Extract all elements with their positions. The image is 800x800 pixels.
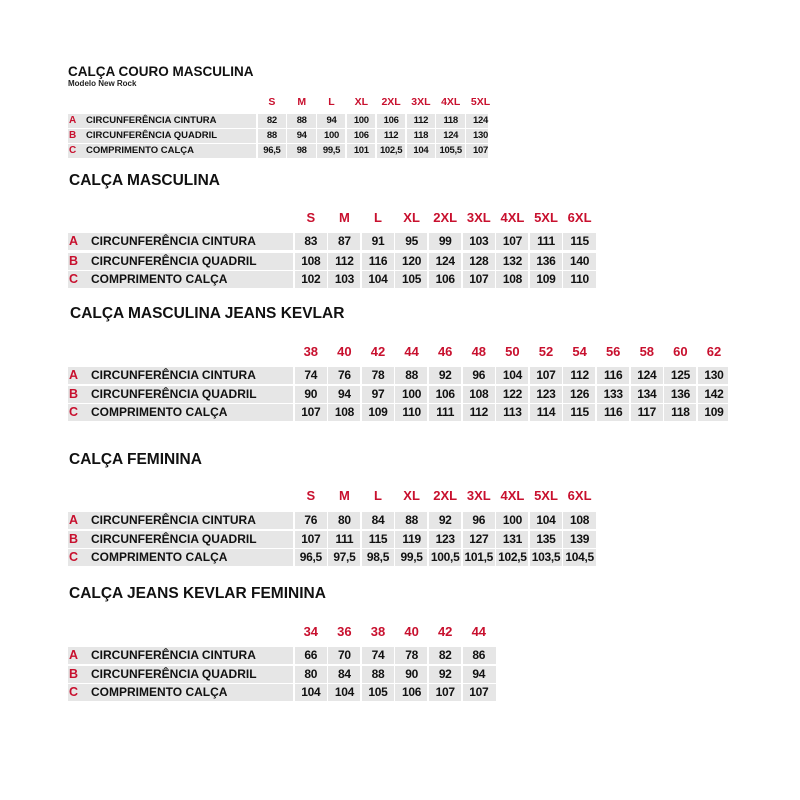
table-cell: 92	[438, 513, 452, 527]
table-cell: 100	[402, 387, 422, 401]
table-cell: 99,5	[400, 550, 423, 564]
table-cell: 115	[368, 532, 388, 546]
size-header: 36	[337, 624, 352, 639]
table-cell: 108	[502, 272, 522, 286]
table-cell: 96,5	[263, 145, 281, 156]
table-cell: 123	[435, 532, 455, 546]
table-cell: 109	[368, 405, 388, 419]
row-label: CIRCUNFERÊNCIA QUADRIL	[91, 387, 257, 401]
size-header: 2XL	[433, 488, 458, 503]
size-header: S	[306, 488, 316, 503]
table-cell: 128	[469, 254, 489, 268]
size-header: 48	[471, 344, 487, 359]
table-cell: 111	[335, 532, 354, 546]
table-cell: 130	[704, 368, 724, 382]
row-letter: B	[69, 532, 79, 546]
size-header: S	[268, 96, 276, 108]
table-cell: 116	[368, 254, 388, 268]
table-cell: 102,5	[379, 145, 403, 156]
table-cell: 107	[469, 685, 489, 699]
size-header: 2XL	[433, 210, 458, 225]
table-cell: 106	[383, 115, 399, 126]
size-header: 56	[605, 344, 621, 359]
size-header: 34	[303, 624, 319, 639]
table-cell: 104,5	[565, 550, 594, 564]
table-cell: 107	[536, 368, 556, 382]
table-cell: 109	[704, 405, 724, 419]
table-cell: 103	[334, 272, 354, 286]
table-cell: 118	[413, 130, 429, 141]
row-letter: C	[69, 272, 79, 286]
table-cell: 107	[301, 532, 321, 546]
size-header: 4XL	[500, 488, 525, 503]
table-cell: 96	[472, 513, 486, 527]
size-header: 60	[673, 344, 688, 359]
table-cell: 115	[570, 234, 589, 248]
table-cell: 134	[637, 387, 657, 401]
table-cell: 106	[353, 130, 369, 141]
table-cell: 104	[368, 272, 388, 286]
section-title: CALÇA FEMININA	[69, 451, 202, 468]
row-letter: A	[69, 368, 79, 382]
table-cell: 106	[435, 387, 455, 401]
table-cell: 74	[304, 368, 318, 382]
table-cell: 76	[338, 368, 351, 382]
size-header: 46	[437, 344, 453, 359]
table-cell: 112	[413, 115, 429, 126]
size-header: 52	[538, 344, 554, 359]
table-cell: 142	[704, 387, 724, 401]
table-cell: 140	[570, 254, 590, 268]
table-cell: 78	[371, 368, 385, 382]
size-header: 44	[404, 344, 419, 359]
table-cell: 103,5	[531, 550, 561, 564]
table-cell: 124	[443, 130, 459, 141]
row-label: CIRCUNFERÊNCIA CINTURA	[91, 368, 256, 382]
table-cell: 118	[443, 115, 458, 126]
table-cell: 132	[502, 254, 522, 268]
table-cell: 83	[304, 234, 318, 248]
size-header: S	[306, 210, 316, 225]
table-cell: 88	[405, 513, 418, 527]
table-cell: 104	[334, 685, 354, 699]
section-title: CALÇA COURO MASCULINA	[68, 64, 254, 79]
table-cell: 110	[570, 272, 589, 286]
table-cell: 100	[353, 115, 369, 126]
size-header: 44	[471, 624, 487, 639]
table-cell: 108	[469, 387, 489, 401]
table-cell: 130	[473, 130, 488, 141]
size-header: 5XL	[534, 210, 558, 225]
size-header: 3XL	[411, 96, 431, 108]
row-label: CIRCUNFERÊNCIA CINTURA	[86, 115, 217, 126]
table-cell: 122	[502, 387, 522, 401]
table-cell: 88	[266, 130, 277, 141]
size-header: 6XL	[567, 210, 592, 225]
table-cell: 124	[637, 368, 657, 382]
row-letter: C	[69, 550, 79, 564]
table-cell: 88	[296, 115, 307, 126]
table-cell: 101,5	[464, 550, 494, 564]
size-header: XL	[354, 96, 368, 108]
table-cell: 100	[324, 130, 339, 141]
table-cell: 78	[405, 648, 418, 662]
table-cell: 70	[338, 648, 351, 662]
row-letter: B	[69, 254, 79, 268]
size-header: 2XL	[381, 96, 401, 108]
table-cell: 108	[301, 254, 321, 268]
size-header: 3XL	[466, 210, 491, 225]
table-cell: 95	[405, 234, 418, 248]
size-header: 40	[404, 624, 419, 639]
table-cell: 107	[473, 145, 488, 156]
size-header: M	[297, 96, 307, 108]
table-cell: 103	[469, 234, 489, 248]
table-cell: 74	[371, 648, 385, 662]
table-cell: 106	[435, 272, 455, 286]
table-cell: 86	[472, 648, 486, 662]
size-header: XL	[403, 210, 420, 225]
size-header: L	[374, 210, 382, 225]
table-cell: 102	[301, 272, 321, 286]
table-cell: 94	[296, 130, 307, 141]
table-cell: 114	[536, 405, 556, 419]
table-cell: 88	[405, 368, 418, 382]
row-label: CIRCUNFERÊNCIA CINTURA	[91, 234, 256, 248]
table-cell: 109	[536, 272, 556, 286]
row-letter: A	[69, 648, 79, 662]
row-label: COMPRIMENTO CALÇA	[91, 685, 228, 699]
table-cell: 110	[402, 405, 421, 419]
table-cell: 104	[502, 368, 522, 382]
table-cell: 119	[402, 532, 421, 546]
table-cell: 90	[304, 387, 318, 401]
table-cell: 92	[438, 667, 452, 681]
row-label: CIRCUNFERÊNCIA QUADRIL	[91, 667, 257, 681]
table-cell: 108	[570, 513, 590, 527]
row-label: COMPRIMENTO CALÇA	[91, 550, 228, 564]
row-letter: C	[69, 405, 79, 419]
table-cell: 91	[371, 234, 385, 248]
row-letter: A	[69, 513, 79, 527]
table-cell: 101	[353, 145, 369, 156]
size-header: 38	[370, 624, 386, 639]
table-cell: 124	[435, 254, 455, 268]
table-cell: 116	[603, 405, 623, 419]
table-cell: 117	[637, 405, 657, 419]
table-cell: 80	[338, 513, 351, 527]
size-header: 40	[337, 344, 352, 359]
table-cell: 107	[469, 272, 489, 286]
size-header: 62	[706, 344, 722, 359]
table-cell: 104	[413, 145, 429, 156]
table-cell: 96	[472, 368, 486, 382]
table-cell: 97	[371, 387, 385, 401]
table-cell: 106	[402, 685, 422, 699]
table-cell: 115	[570, 405, 589, 419]
row-label: COMPRIMENTO CALÇA	[91, 272, 228, 286]
table-cell: 99,5	[322, 145, 341, 156]
table-cell: 133	[603, 387, 623, 401]
table-cell: 113	[503, 405, 522, 419]
table-cell: 99	[438, 234, 452, 248]
row-label: CIRCUNFERÊNCIA QUADRIL	[91, 254, 257, 268]
section-title: CALÇA MASCULINA	[69, 172, 220, 189]
size-header: M	[338, 488, 350, 503]
row-letter: B	[69, 130, 77, 141]
table-cell: 131	[502, 532, 522, 546]
size-header: M	[338, 210, 350, 225]
table-cell: 98	[296, 145, 307, 156]
table-cell: 104	[301, 685, 321, 699]
section-title: CALÇA JEANS KEVLAR FEMININA	[69, 585, 326, 602]
row-letter: A	[69, 115, 77, 126]
table-cell: 104	[536, 513, 556, 527]
size-header: L	[328, 96, 335, 108]
table-cell: 127	[469, 532, 489, 546]
table-cell: 135	[536, 532, 556, 546]
table-cell: 66	[304, 648, 318, 662]
table-cell: 76	[304, 513, 318, 527]
size-header: 5XL	[534, 488, 558, 503]
table-cell: 124	[473, 115, 488, 126]
table-cell: 107	[502, 234, 522, 248]
size-header: 4XL	[500, 210, 525, 225]
table-cell: 94	[338, 387, 351, 401]
row-label: CIRCUNFERÊNCIA CINTURA	[91, 648, 256, 662]
table-cell: 112	[469, 405, 489, 419]
size-header: XL	[403, 488, 420, 503]
table-cell: 125	[670, 368, 690, 382]
size-header: 50	[505, 344, 520, 359]
table-cell: 92	[438, 368, 452, 382]
size-header: 58	[639, 344, 655, 359]
table-cell: 139	[570, 532, 590, 546]
table-cell: 107	[301, 405, 321, 419]
row-label: CIRCUNFERÊNCIA QUADRIL	[86, 130, 218, 141]
section-subtitle: Modelo New Rock	[68, 79, 137, 88]
row-letter: A	[69, 234, 79, 248]
row-label: COMPRIMENTO CALÇA	[86, 145, 195, 156]
table-cell: 136	[670, 387, 690, 401]
table-cell: 108	[334, 405, 354, 419]
size-header: L	[374, 488, 382, 503]
table-cell: 97,5	[333, 550, 356, 564]
table-cell: 80	[304, 667, 318, 681]
size-header: 42	[370, 344, 386, 359]
size-header: 54	[572, 344, 587, 359]
row-letter: B	[69, 667, 79, 681]
size-header: 4XL	[441, 96, 461, 108]
size-header: 6XL	[567, 488, 592, 503]
table-cell: 105,5	[439, 145, 462, 156]
table-cell: 111	[436, 405, 455, 419]
table-cell: 100,5	[430, 550, 460, 564]
table-cell: 112	[570, 368, 589, 382]
section-title: CALÇA MASCULINA JEANS KEVLAR	[70, 305, 345, 322]
row-label: CIRCUNFERÊNCIA QUADRIL	[91, 532, 257, 546]
table-cell: 98,5	[366, 550, 390, 564]
row-letter: B	[69, 387, 79, 401]
table-cell: 88	[371, 667, 385, 681]
size-header: 5XL	[470, 96, 491, 108]
table-cell: 84	[338, 667, 351, 681]
table-cell: 96,5	[299, 550, 322, 564]
table-cell: 118	[671, 405, 690, 419]
row-letter: C	[69, 145, 77, 156]
table-cell: 82	[438, 648, 452, 662]
table-cell: 126	[570, 387, 590, 401]
table-cell: 107	[435, 685, 455, 699]
table-cell: 82	[266, 115, 277, 126]
row-letter: C	[69, 685, 79, 699]
size-header: 3XL	[466, 488, 491, 503]
table-cell: 123	[536, 387, 556, 401]
table-cell: 136	[536, 254, 556, 268]
table-cell: 112	[383, 130, 399, 141]
table-cell: 105	[402, 272, 422, 286]
table-cell: 84	[371, 513, 385, 527]
table-cell: 102,5	[498, 550, 527, 564]
table-cell: 94	[472, 667, 486, 681]
table-cell: 100	[502, 513, 522, 527]
table-cell: 116	[603, 368, 623, 382]
size-header: 42	[437, 624, 453, 639]
table-cell: 112	[335, 254, 354, 268]
row-label: CIRCUNFERÊNCIA CINTURA	[91, 513, 256, 527]
size-header: 38	[303, 344, 319, 359]
table-cell: 94	[326, 115, 337, 126]
row-label: COMPRIMENTO CALÇA	[91, 405, 228, 419]
table-cell: 111	[537, 234, 555, 248]
table-cell: 120	[402, 254, 422, 268]
table-cell: 87	[338, 234, 351, 248]
table-cell: 105	[368, 685, 388, 699]
table-cell: 90	[405, 667, 418, 681]
